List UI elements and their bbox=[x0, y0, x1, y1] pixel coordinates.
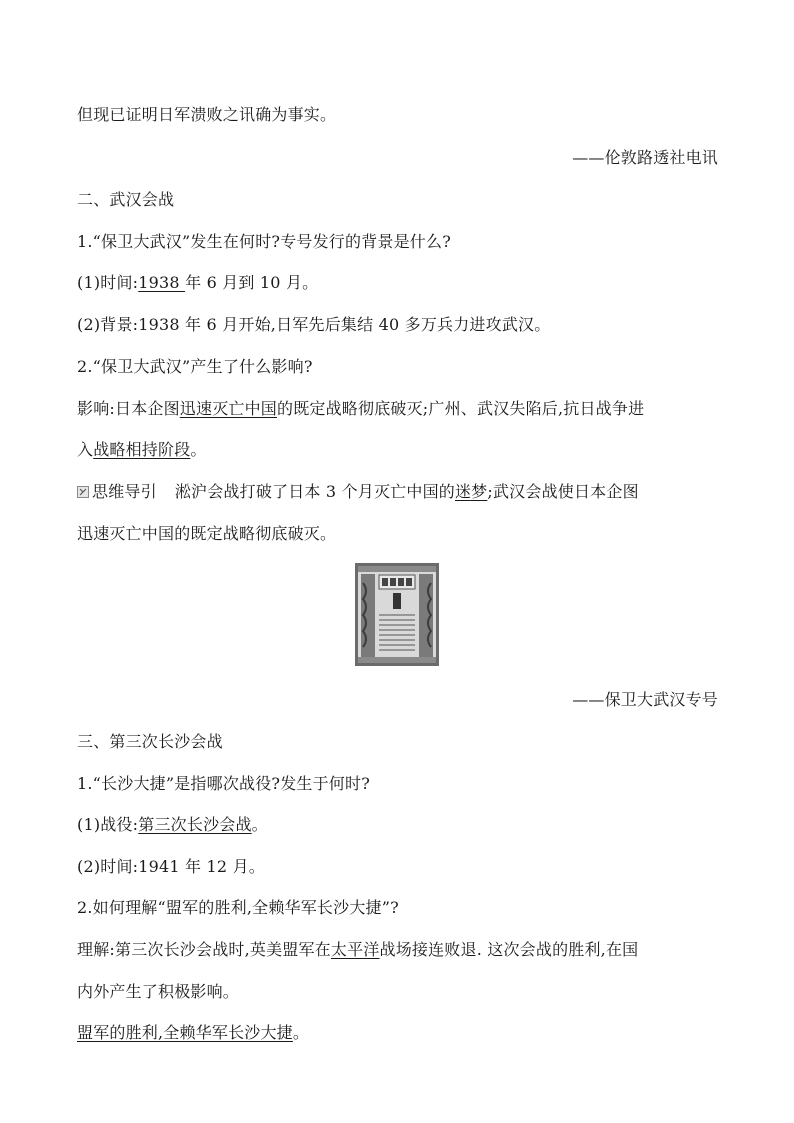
guide-text: ;武汉会战使日本企图 bbox=[487, 482, 639, 501]
guide-text: 淞沪会战打破了日本 3 个月灭亡中国的 bbox=[174, 482, 455, 501]
section2-answer2-line1 bbox=[77, 399, 722, 419]
image-caption: ——保卫大武汉专号 bbox=[572, 690, 718, 709]
section2-answer1-time bbox=[77, 273, 722, 293]
answer-suffix: 。 bbox=[190, 440, 207, 459]
wuhan-poster-image bbox=[355, 563, 439, 666]
guide-blank: 迷梦 bbox=[454, 482, 488, 501]
guide-icon bbox=[77, 486, 89, 498]
section3-heading: 三、第三次长沙会战 bbox=[77, 732, 223, 751]
section2-answer1-background: (2)背景:1938 年 6 月开始,日军先后集结 40 多万兵力进攻武汉。 bbox=[77, 315, 551, 334]
section3-answer1-battle bbox=[77, 815, 722, 835]
answer-blank: 迅速灭亡中国 bbox=[179, 399, 277, 418]
section2-question1: 1.“保卫大武汉”发生在何时?专号发行的背景是什么? bbox=[77, 232, 451, 251]
intro-source: ——伦敦路透社电讯 bbox=[572, 148, 718, 167]
guide-label: 思维导引 bbox=[92, 482, 157, 501]
answer-prefix: (1)时间: bbox=[77, 273, 139, 292]
answer-text: 的既定战略彻底破灭;广州、武汉失陷后,抗日战争进 bbox=[277, 399, 645, 418]
answer-blank: 1938 bbox=[138, 273, 186, 292]
answer-blank: 第三次长沙会战 bbox=[138, 815, 252, 834]
section2-answer2-line2 bbox=[77, 440, 722, 460]
section3-answer2-line1 bbox=[77, 940, 722, 960]
answer-prefix: 入 bbox=[77, 440, 94, 459]
section3-question2: 2.如何理解“盟军的胜利,全赖华军长沙大捷”? bbox=[77, 898, 399, 917]
answer-prefix: 理解:第三次长沙会战时,英美盟军在 bbox=[77, 940, 331, 959]
answer-blank: 盟军的胜利,全赖华军长沙大捷 bbox=[77, 1023, 293, 1042]
thinking-guide-line1 bbox=[77, 482, 722, 502]
answer-blank: 太平洋 bbox=[330, 940, 380, 959]
section2-heading: 二、武汉会战 bbox=[77, 190, 175, 209]
answer-suffix: 。 bbox=[292, 1023, 310, 1042]
section2-question2: 2.“保卫大武汉”产生了什么影响? bbox=[77, 357, 313, 376]
answer-suffix: 战场接连败退. 这次会战的胜利,在国 bbox=[379, 940, 639, 959]
section3-answer1-time: (2)时间:1941 年 12 月。 bbox=[77, 857, 265, 876]
section3-answer2-line2: 内外产生了积极影响。 bbox=[77, 982, 240, 1001]
answer-prefix: (1)战役: bbox=[77, 815, 139, 834]
answer-prefix: 影响:日本企图 bbox=[77, 399, 180, 418]
answer-suffix: 年 6 月到 10 月。 bbox=[185, 273, 319, 292]
section3-question1: 1.“长沙大捷”是指哪次战役?发生于何时? bbox=[77, 774, 370, 793]
thinking-guide-line2: 迅速灭亡中国的既定战略彻底破灭。 bbox=[77, 524, 337, 543]
answer-suffix: 。 bbox=[251, 815, 268, 834]
section3-answer2-line3 bbox=[77, 1023, 722, 1043]
intro-text: 但现已证明日军溃败之讯确为事实。 bbox=[77, 105, 337, 124]
answer-blank: 战略相持阶段 bbox=[93, 440, 191, 459]
